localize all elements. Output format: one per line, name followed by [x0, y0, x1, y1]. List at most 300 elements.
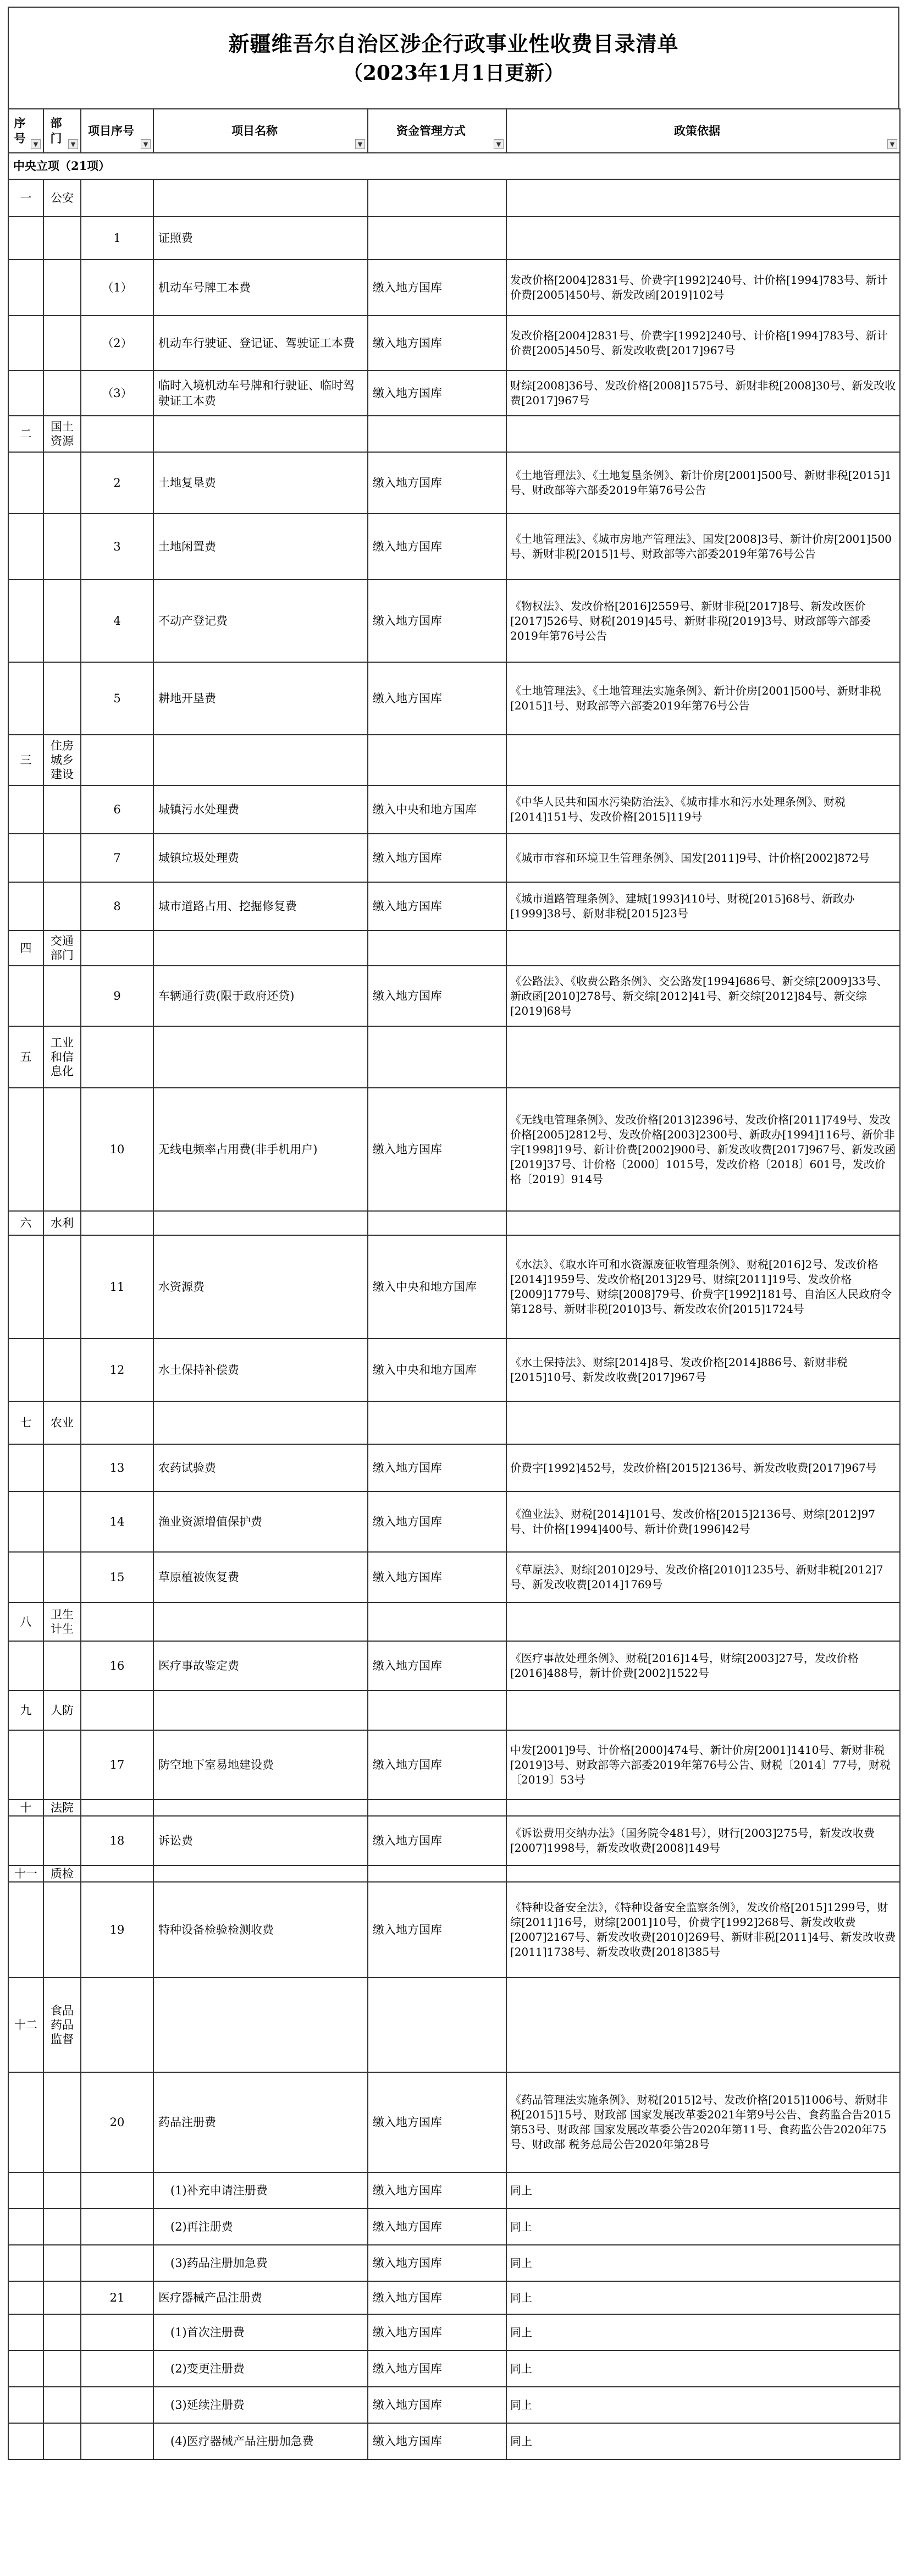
cell-item-no[interactable]: [81, 2423, 153, 2459]
cell-item-no[interactable]: [81, 2209, 153, 2245]
cell-item-no[interactable]: [81, 416, 153, 452]
cell-item-name[interactable]: [153, 416, 368, 452]
header-label: 部门: [50, 116, 62, 145]
cell-seq[interactable]: [8, 2314, 43, 2351]
cell-seq[interactable]: [8, 452, 43, 514]
cell-policy-basis[interactable]: [506, 179, 900, 217]
dropdown-filter-icon[interactable]: ▼: [494, 139, 504, 149]
cell-item-name[interactable]: [153, 1691, 368, 1730]
cell-seq[interactable]: [8, 1552, 43, 1603]
cell-fund-management[interactable]: 缴入地方国库: [368, 1491, 506, 1552]
cell-item-no[interactable]: 4: [81, 580, 153, 662]
cell-fund-management[interactable]: 缴入地方国库: [368, 662, 506, 735]
cell-policy-basis[interactable]: 《渔业法》、财税[2014]101号、发改价格[2015]2136号、财综[2012]97号、计价格[1994]400号、新计价费[1996]42号: [506, 1491, 900, 1552]
cell-seq[interactable]: 四: [8, 931, 43, 966]
cell-policy-basis[interactable]: 《特种设备安全法》，《特种设备安全监察条例》，发改价格[2015]1299号，财综[2011]16号，财综[2001]10号，价费字[1992]268号、新发改收费[2007]2167号、新发改收费[2010]269号、新财非税[2011]4号、新发改收费[2011]1738号、新发改收费[2018]385号: [506, 1882, 900, 1978]
cell-policy-basis[interactable]: [506, 1978, 900, 2072]
cell-fund-management[interactable]: 缴入地方国库: [368, 2351, 506, 2387]
cell-fund-management[interactable]: [368, 1401, 506, 1444]
cell-seq[interactable]: 八: [8, 1603, 43, 1641]
cell-fund-management[interactable]: [368, 1026, 506, 1088]
cell-item-name[interactable]: [153, 1603, 368, 1641]
table-row: [8, 2351, 900, 2387]
cell-dept[interactable]: 住房城乡建设: [43, 735, 81, 785]
cell-seq[interactable]: [8, 966, 43, 1026]
cell-dept[interactable]: 人防: [43, 1691, 81, 1730]
cell-dept[interactable]: 农业: [43, 1401, 81, 1444]
cell-item-no[interactable]: [81, 1978, 153, 2072]
cell-seq[interactable]: [8, 2387, 43, 2423]
cell-item-no[interactable]: 3: [81, 514, 153, 580]
cell-policy-basis[interactable]: 《无线电管理条例》、发改价格[2013]2396号、发改价格[2011]749号、发改价格[2005]2812号、发改价格[2003]2300号、新政办[1994]116号、新价非字[1998]19号、新计价费[2002]900号、新发改收费[2017]967号、新发改函[2019]37号、计价格〔2000〕1015号，发改价格〔2018〕601号，发改价格〔2019〕914号: [506, 1088, 900, 1211]
cell-policy-basis[interactable]: [506, 1799, 900, 1816]
cell-dept[interactable]: 工业和信息化: [43, 1026, 81, 1088]
cell-fund-management[interactable]: [368, 179, 506, 217]
cell-policy-basis[interactable]: [506, 1603, 900, 1641]
cell-dept[interactable]: [43, 882, 81, 931]
dropdown-filter-icon[interactable]: ▼: [887, 139, 897, 149]
cell-policy-basis[interactable]: 同上: [506, 2423, 900, 2459]
cell-item-name[interactable]: [153, 735, 368, 785]
cell-item-no[interactable]: 13: [81, 1444, 153, 1491]
cell-policy-basis[interactable]: 《水法》、《取水许可和水资源废征收管理条例》、财税[2016]2号、发改价格[2014]1959号、发改价格[2013]29号、财综[2011]19号、发改价格[2009]1779号、财综[2008]79号、价费字[1992]181号、自治区人民政府令第128号、新财非税[2010]3号、新发改农价[2015]1724号: [506, 1235, 900, 1339]
cell-policy-basis[interactable]: 同上: [506, 2387, 900, 2423]
cell-seq[interactable]: [8, 2351, 43, 2387]
cell-dept[interactable]: [43, 1641, 81, 1691]
cell-item-name[interactable]: 城市道路占用、挖掘修复费: [153, 882, 368, 931]
cell-item-no[interactable]: [81, 1026, 153, 1088]
table-row: [8, 2281, 900, 2314]
cell-policy-basis[interactable]: 《城市道路管理条例》、建城[1993]410号、财税[2015]68号、新政办[1999]38号、新财非税[2015]23号: [506, 882, 900, 931]
cell-policy-basis[interactable]: 财综[2008]36号、发改价格[2008]1575号、新财非税[2008]30号、新发改收费[2017]967号: [506, 371, 900, 416]
cell-policy-basis[interactable]: 《公路法》、《收费公路条例》、交公路发[1994]686号、新交综[2009]33号、新政函[2010]278号、新交综[2012]41号、新交综[2012]84号、新交综[2019]68号: [506, 966, 900, 1026]
cell-item-name[interactable]: (1)补充申请注册费: [153, 2172, 368, 2209]
cell-policy-basis[interactable]: [506, 1026, 900, 1088]
cell-dept[interactable]: [43, 371, 81, 416]
cell-policy-basis[interactable]: 同上: [506, 2245, 900, 2281]
spreadsheet: [8, 7, 899, 2460]
cell-item-name[interactable]: 无线电频率占用费(非手机用户): [153, 1088, 368, 1211]
table-row: [8, 1641, 900, 1691]
department-row: [8, 735, 900, 785]
cell-dept[interactable]: 法院: [43, 1799, 81, 1816]
cell-item-no[interactable]: 20: [81, 2072, 153, 2172]
cell-item-name[interactable]: 诉讼费: [153, 1816, 368, 1865]
cell-policy-basis[interactable]: 同上: [506, 2314, 900, 2351]
cell-policy-basis[interactable]: 《药品管理法实施条例》、财税[2015]2号、发改价格[2015]1006号、新财非税[2015]15号、财政部 国家发展改革委2021年第9号公告、食药监合告2015第53号、财政部 国家发展改革委公告2020年第11号、食药监公告2020年75号、财政部 税务总局公告2020年第28号: [506, 2072, 900, 2172]
cell-item-no[interactable]: [81, 1865, 153, 1882]
table-row: [8, 1552, 900, 1603]
cell-item-name[interactable]: [153, 1865, 368, 1882]
cell-dept[interactable]: [43, 514, 81, 580]
cell-item-no[interactable]: 7: [81, 834, 153, 882]
cell-dept[interactable]: [43, 785, 81, 834]
cell-item-name[interactable]: (2)变更注册费: [153, 2351, 368, 2387]
department-row: [8, 1799, 900, 1816]
cell-item-no[interactable]: 14: [81, 1491, 153, 1552]
cell-dept[interactable]: [43, 1730, 81, 1799]
table-row: [8, 1339, 900, 1401]
cell-dept[interactable]: [43, 662, 81, 735]
cell-policy-basis[interactable]: 同上: [506, 2281, 900, 2314]
cell-dept[interactable]: [43, 1235, 81, 1339]
cell-dept[interactable]: 水利: [43, 1211, 81, 1235]
cell-dept[interactable]: [43, 217, 81, 260]
cell-dept[interactable]: 交通部门: [43, 931, 81, 966]
cell-item-no[interactable]: 21: [81, 2281, 153, 2314]
cell-policy-basis[interactable]: 发改价格[2004]2831号、价费字[1992]240号、计价格[1994]783号、新计价费[2005]450号、新发改收费[2017]967号: [506, 316, 900, 371]
cell-item-name[interactable]: 防空地下室易地建设费: [153, 1730, 368, 1799]
cell-policy-basis[interactable]: 《土地管理法》、《城市房地产管理法》、国发[2008]3号、新计价房[2001]500号、新财非税[2015]1号、财政部等六部委2019年第76号公告: [506, 514, 900, 580]
cell-seq[interactable]: [8, 1339, 43, 1401]
cell-fund-management[interactable]: [368, 1865, 506, 1882]
table-row: [8, 2072, 900, 2172]
table-row: [8, 2314, 900, 2351]
cell-seq[interactable]: [8, 260, 43, 316]
section-label[interactable]: 中央立项（21项）: [8, 153, 900, 179]
cell-dept[interactable]: [43, 2387, 81, 2423]
table-row: [8, 260, 900, 316]
cell-fund-management[interactable]: 缴入地方国库: [368, 260, 506, 316]
cell-seq[interactable]: [8, 2423, 43, 2459]
cell-item-name[interactable]: 证照费: [153, 217, 368, 260]
cell-policy-basis[interactable]: 《中华人民共和国水污染防治法》、《城市排水和污水处理条例》、财税[2014]151号、发改价格[2015]119号: [506, 785, 900, 834]
cell-policy-basis[interactable]: 中发[2001]9号、计价格[2000]474号、新计价房[2001]1410号、新财非税[2019]3号、财政部等六部委2019年第76号公告、财税〔2014〕77号，财税〔2019〕53号: [506, 1730, 900, 1799]
cell-dept[interactable]: [43, 1339, 81, 1401]
cell-fund-management[interactable]: 缴入地方国库: [368, 1816, 506, 1865]
cell-policy-basis[interactable]: 《土地管理法》、《土地复垦条例》、新计价房[2001]500号、新财非税[2015]1号、财政部等六部委2019年第76号公告: [506, 452, 900, 514]
cell-fund-management[interactable]: [368, 1603, 506, 1641]
cell-item-name[interactable]: 机动车行驶证、登记证、驾驶证工本费: [153, 316, 368, 371]
cell-item-no[interactable]: 1: [81, 217, 153, 260]
cell-seq[interactable]: [8, 1444, 43, 1491]
cell-item-no[interactable]: [81, 735, 153, 785]
cell-dept[interactable]: [43, 1552, 81, 1603]
cell-policy-basis[interactable]: [506, 217, 900, 260]
table-row: [8, 966, 900, 1026]
cell-fund-management[interactable]: 缴入地方国库: [368, 2172, 506, 2209]
cell-item-no[interactable]: 12: [81, 1339, 153, 1401]
cell-item-name[interactable]: [153, 1799, 368, 1816]
cell-fund-management[interactable]: [368, 931, 506, 966]
cell-item-no[interactable]: （1）: [81, 260, 153, 316]
cell-seq[interactable]: [8, 1088, 43, 1211]
cell-fund-management[interactable]: 缴入地方国库: [368, 2245, 506, 2281]
cell-seq[interactable]: 十: [8, 1799, 43, 1816]
cell-item-name[interactable]: 城镇垃圾处理费: [153, 834, 368, 882]
cell-fund-management[interactable]: 缴入地方国库: [368, 580, 506, 662]
cell-item-name[interactable]: [153, 1026, 368, 1088]
table-row: [8, 580, 900, 662]
cell-dept[interactable]: [43, 1444, 81, 1491]
cell-item-no[interactable]: 17: [81, 1730, 153, 1799]
cell-item-no[interactable]: 6: [81, 785, 153, 834]
header-label: 序号: [14, 116, 26, 145]
table-row: [8, 371, 900, 416]
cell-fund-management[interactable]: [368, 1211, 506, 1235]
cell-seq[interactable]: [8, 834, 43, 882]
cell-seq[interactable]: 七: [8, 1401, 43, 1444]
table-row: [8, 2245, 900, 2281]
dropdown-filter-icon[interactable]: ▼: [31, 139, 41, 149]
cell-item-no[interactable]: 18: [81, 1816, 153, 1865]
cell-dept[interactable]: 公安: [43, 179, 81, 217]
cell-item-name[interactable]: 医疗事故鉴定费: [153, 1641, 368, 1691]
cell-dept[interactable]: [43, 2423, 81, 2459]
cell-seq[interactable]: 三: [8, 735, 43, 785]
cell-item-no[interactable]: 5: [81, 662, 153, 735]
cell-fund-management[interactable]: 缴入地方国库: [368, 1444, 506, 1491]
cell-fund-management[interactable]: 缴入地方国库: [368, 834, 506, 882]
cell-seq[interactable]: [8, 882, 43, 931]
cell-item-no[interactable]: 10: [81, 1088, 153, 1211]
cell-item-no[interactable]: [81, 1603, 153, 1641]
header-dept[interactable]: [43, 109, 81, 153]
cell-dept[interactable]: [43, 1882, 81, 1978]
cell-item-no[interactable]: [81, 1799, 153, 1816]
cell-item-no[interactable]: [81, 2172, 153, 2209]
cell-fund-management[interactable]: 缴入地方国库: [368, 371, 506, 416]
cell-seq[interactable]: 二: [8, 416, 43, 452]
header-seq[interactable]: [8, 109, 43, 153]
header-mgmt[interactable]: [368, 109, 506, 153]
cell-item-name[interactable]: 耕地开垦费: [153, 662, 368, 735]
cell-item-name[interactable]: [153, 179, 368, 217]
cell-item-no[interactable]: 2: [81, 452, 153, 514]
cell-item-no[interactable]: （2）: [81, 316, 153, 371]
cell-policy-basis[interactable]: 《医疗事故处理条例》、财税[2016]14号，财综[2003]27号，发改价格[2016]488号，新计价费[2002]1522号: [506, 1641, 900, 1691]
cell-seq[interactable]: 六: [8, 1211, 43, 1235]
cell-dept[interactable]: 卫生计生: [43, 1603, 81, 1641]
cell-policy-basis[interactable]: [506, 931, 900, 966]
cell-fund-management[interactable]: 缴入地方国库: [368, 2314, 506, 2351]
cell-item-name[interactable]: 特种设备检验检测收费: [153, 1882, 368, 1978]
cell-seq[interactable]: [8, 2245, 43, 2281]
cell-dept[interactable]: [43, 2281, 81, 2314]
cell-policy-basis[interactable]: 发改价格[2004]2831号、价费字[1992]240号、计价格[1994]783号、新计价费[2005]450号、新发改函[2019]102号: [506, 260, 900, 316]
cell-item-name[interactable]: 水土保持补偿费: [153, 1339, 368, 1401]
cell-seq[interactable]: [8, 2281, 43, 2314]
cell-item-no[interactable]: [81, 2387, 153, 2423]
cell-item-name[interactable]: 不动产登记费: [153, 580, 368, 662]
cell-item-no[interactable]: 15: [81, 1552, 153, 1603]
cell-fund-management[interactable]: 缴入地方国库: [368, 2281, 506, 2314]
cell-fund-management[interactable]: 缴入地方国库: [368, 1730, 506, 1799]
cell-fund-management[interactable]: 缴入地方国库: [368, 1088, 506, 1211]
cell-item-name[interactable]: (4)医疗器械产品注册加急费: [153, 2423, 368, 2459]
cell-seq[interactable]: [8, 662, 43, 735]
cell-seq[interactable]: [8, 2172, 43, 2209]
cell-item-no[interactable]: 11: [81, 1235, 153, 1339]
cell-item-name[interactable]: 土地闲置费: [153, 514, 368, 580]
header-label: 项目名称: [231, 124, 278, 137]
cell-fund-management[interactable]: 缴入地方国库: [368, 2387, 506, 2423]
cell-item-name[interactable]: (1)首次注册费: [153, 2314, 368, 2351]
cell-fund-management[interactable]: 缴入地方国库: [368, 1882, 506, 1978]
cell-seq[interactable]: [8, 2072, 43, 2172]
cell-item-no[interactable]: [81, 179, 153, 217]
cell-dept[interactable]: [43, 1088, 81, 1211]
cell-fund-management[interactable]: 缴入中央和地方国库: [368, 1235, 506, 1339]
cell-item-no[interactable]: [81, 1401, 153, 1444]
cell-item-no[interactable]: 9: [81, 966, 153, 1026]
cell-fund-management[interactable]: 缴入地方国库: [368, 452, 506, 514]
cell-item-name[interactable]: 渔业资源增值保护费: [153, 1491, 368, 1552]
cell-seq[interactable]: [8, 514, 43, 580]
cell-dept[interactable]: 质检: [43, 1865, 81, 1882]
cell-seq[interactable]: [8, 580, 43, 662]
department-row: [8, 1026, 900, 1088]
cell-seq[interactable]: 十一: [8, 1865, 43, 1882]
table-row: [8, 217, 900, 260]
cell-dept[interactable]: [43, 1491, 81, 1552]
table-row: [8, 1882, 900, 1978]
cell-item-no[interactable]: （3）: [81, 371, 153, 416]
cell-policy-basis[interactable]: [506, 1865, 900, 1882]
cell-dept[interactable]: [43, 1816, 81, 1865]
cell-item-no[interactable]: [81, 931, 153, 966]
cell-fund-management[interactable]: 缴入中央和地方国库: [368, 785, 506, 834]
table-row: [8, 1491, 900, 1552]
cell-fund-management[interactable]: 缴入地方国库: [368, 882, 506, 931]
cell-policy-basis[interactable]: 《物权法》、发改价格[2016]2559号、新财非税[2017]8号、新发改医价[2017]526号、财税[2019]45号、新财非税[2019]3号、财政部等六部委2019年第76号公告: [506, 580, 900, 662]
cell-policy-basis[interactable]: 同上: [506, 2351, 900, 2387]
cell-seq[interactable]: [8, 1730, 43, 1799]
department-row: [8, 1978, 900, 2072]
dropdown-filter-icon[interactable]: ▼: [141, 139, 151, 149]
dropdown-filter-icon[interactable]: ▼: [68, 139, 78, 149]
cell-fund-management[interactable]: 缴入地方国库: [368, 1552, 506, 1603]
cell-seq[interactable]: 一: [8, 179, 43, 217]
cell-item-name[interactable]: 医疗器械产品注册费: [153, 2281, 368, 2314]
cell-item-no[interactable]: [81, 2351, 153, 2387]
header-name[interactable]: [153, 109, 368, 153]
cell-dept[interactable]: 食品药品监督: [43, 1978, 81, 2072]
cell-item-no[interactable]: [81, 2245, 153, 2281]
cell-item-no[interactable]: [81, 1211, 153, 1235]
header-no[interactable]: [81, 109, 153, 153]
cell-fund-management[interactable]: 缴入地方国库: [368, 316, 506, 371]
cell-seq[interactable]: [8, 2209, 43, 2245]
cell-dept[interactable]: [43, 2172, 81, 2209]
cell-policy-basis[interactable]: [506, 416, 900, 452]
cell-seq[interactable]: 五: [8, 1026, 43, 1088]
cell-dept[interactable]: [43, 452, 81, 514]
cell-policy-basis[interactable]: 《城市市容和环境卫生管理条例》、国发[2011]9号、计价格[2002]872号: [506, 834, 900, 882]
cell-dept[interactable]: [43, 260, 81, 316]
cell-dept[interactable]: [43, 2245, 81, 2281]
cell-item-no[interactable]: [81, 1691, 153, 1730]
cell-policy-basis[interactable]: 《水土保持法》、财综[2014]8号、发改价格[2014]886号、新财非税[2015]10号、新发改收费[2017]967号: [506, 1339, 900, 1401]
cell-policy-basis[interactable]: 同上: [506, 2172, 900, 2209]
cell-dept[interactable]: 国土资源: [43, 416, 81, 452]
cell-dept[interactable]: [43, 834, 81, 882]
section-row: [8, 153, 900, 179]
cell-seq[interactable]: [8, 1816, 43, 1865]
cell-seq[interactable]: [8, 316, 43, 371]
cell-fund-management[interactable]: 缴入地方国库: [368, 966, 506, 1026]
cell-seq[interactable]: [8, 1235, 43, 1339]
cell-item-no[interactable]: 8: [81, 882, 153, 931]
table-row: [8, 1816, 900, 1865]
cell-item-name[interactable]: (2)再注册费: [153, 2209, 368, 2245]
cell-policy-basis[interactable]: [506, 1211, 900, 1235]
cell-fund-management[interactable]: [368, 1978, 506, 2072]
table-row: [8, 2172, 900, 2209]
header-basis[interactable]: [506, 109, 900, 153]
cell-item-name[interactable]: (3)延续注册费: [153, 2387, 368, 2423]
cell-seq[interactable]: [8, 371, 43, 416]
cell-item-name[interactable]: 农药试验费: [153, 1444, 368, 1491]
cell-dept[interactable]: [43, 580, 81, 662]
cell-seq[interactable]: [8, 785, 43, 834]
cell-seq[interactable]: 九: [8, 1691, 43, 1730]
cell-fund-management[interactable]: [368, 1799, 506, 1816]
cell-item-name[interactable]: 药品注册费: [153, 2072, 368, 2172]
cell-item-name[interactable]: 水资源费: [153, 1235, 368, 1339]
cell-fund-management[interactable]: 缴入地方国库: [368, 2209, 506, 2245]
cell-dept[interactable]: [43, 2351, 81, 2387]
cell-policy-basis[interactable]: [506, 1691, 900, 1730]
cell-policy-basis[interactable]: 价费字[1992]452号，发改价格[2015]2136号、新发改收费[2017]967号: [506, 1444, 900, 1491]
cell-dept[interactable]: [43, 316, 81, 371]
dropdown-filter-icon[interactable]: ▼: [355, 139, 365, 149]
cell-item-name[interactable]: 车辆通行费(限于政府还贷): [153, 966, 368, 1026]
cell-item-no[interactable]: 19: [81, 1882, 153, 1978]
cell-item-name[interactable]: 土地复垦费: [153, 452, 368, 514]
cell-fund-management[interactable]: [368, 217, 506, 260]
cell-policy-basis[interactable]: 同上: [506, 2209, 900, 2245]
cell-fund-management[interactable]: 缴入地方国库: [368, 2423, 506, 2459]
cell-item-no[interactable]: 16: [81, 1641, 153, 1691]
department-row: [8, 416, 900, 452]
cell-dept[interactable]: [43, 2072, 81, 2172]
cell-fund-management[interactable]: [368, 735, 506, 785]
cell-seq[interactable]: [8, 1882, 43, 1978]
cell-policy-basis[interactable]: 《土地管理法》、《土地管理法实施条例》、新计价房[2001]500号、新财非税[2015]1号、财政部等六部委2019年第76号公告: [506, 662, 900, 735]
cell-item-name[interactable]: [153, 1401, 368, 1444]
cell-item-name[interactable]: 城镇污水处理费: [153, 785, 368, 834]
cell-policy-basis[interactable]: 《草原法》、财综[2010]29号、发改价格[2010]1235号、新财非税[2012]7号、新发改收费[2014]1769号: [506, 1552, 900, 1603]
cell-item-name[interactable]: [153, 931, 368, 966]
table-row: [8, 1730, 900, 1799]
cell-fund-management[interactable]: [368, 416, 506, 452]
cell-item-no[interactable]: [81, 2314, 153, 2351]
cell-dept[interactable]: [43, 966, 81, 1026]
cell-item-name[interactable]: 机动车号牌工本费: [153, 260, 368, 316]
cell-seq[interactable]: [8, 217, 43, 260]
cell-item-name[interactable]: 草原植被恢复费: [153, 1552, 368, 1603]
cell-item-name[interactable]: [153, 1978, 368, 2072]
cell-item-name[interactable]: [153, 1211, 368, 1235]
cell-policy-basis[interactable]: 《诉讼费用交纳办法》（国务院令481号），财行[2003]275号，新发改收费[2007]1998号，新发改收费[2008]149号: [506, 1816, 900, 1865]
cell-dept[interactable]: [43, 2314, 81, 2351]
cell-seq[interactable]: [8, 1491, 43, 1552]
cell-fund-management[interactable]: 缴入地方国库: [368, 514, 506, 580]
cell-policy-basis[interactable]: [506, 1401, 900, 1444]
table-row: [8, 316, 900, 371]
cell-item-name[interactable]: (3)药品注册加急费: [153, 2245, 368, 2281]
cell-seq[interactable]: 十二: [8, 1978, 43, 2072]
cell-fund-management[interactable]: [368, 1691, 506, 1730]
cell-policy-basis[interactable]: [506, 735, 900, 785]
cell-dept[interactable]: [43, 2209, 81, 2245]
cell-seq[interactable]: [8, 1641, 43, 1691]
cell-fund-management[interactable]: 缴入地方国库: [368, 2072, 506, 2172]
cell-item-name[interactable]: 临时入境机动车号牌和行驶证、临时驾驶证工本费: [153, 371, 368, 416]
cell-fund-management[interactable]: 缴入中央和地方国库: [368, 1339, 506, 1401]
cell-fund-management[interactable]: 缴入地方国库: [368, 1641, 506, 1691]
